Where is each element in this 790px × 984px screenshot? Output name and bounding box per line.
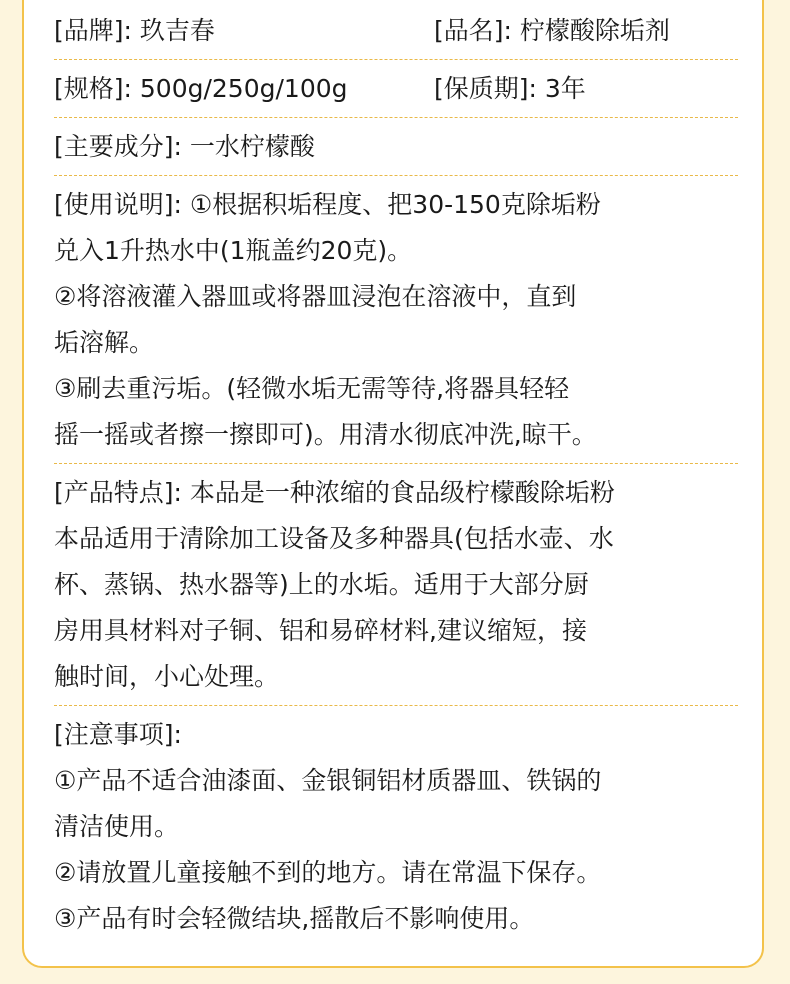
row-spec-shelf	[54, 60, 738, 118]
shelf-life-label: [保质期]:	[434, 74, 537, 103]
ingredient-label: [主要成分]:	[54, 132, 182, 161]
brand-label: [品牌]:	[54, 16, 132, 45]
features-line: 本品适用于清除加工设备及多种器具(包括水壶、水	[54, 524, 614, 553]
spec-field	[54, 66, 434, 112]
product-name-field	[434, 8, 670, 54]
product-info-card	[22, 0, 764, 968]
usage-line: 兑入1升热水中(1瓶盖约20克)。	[54, 236, 413, 265]
shelf-life-field	[434, 66, 586, 112]
notes-line: [注意事项]:	[54, 720, 182, 749]
ingredient-value: 一水柠檬酸	[189, 132, 315, 161]
shelf-life-value: 3年	[544, 74, 586, 103]
usage-line: ③刷去重污垢。(轻微水垢无需等待,将器具轻轻	[54, 374, 570, 403]
notes-line: 清洁使用。	[54, 812, 180, 841]
row-brand-name	[54, 0, 738, 60]
notes-line: ①产品不适合油漆面、金银铜铝材质器皿、铁锅的	[54, 766, 602, 795]
brand-field	[54, 8, 434, 54]
features-section	[54, 464, 738, 706]
product-name-value: 柠檬酸除垢剂	[519, 16, 670, 45]
usage-line: [使用说明]: ①根据积垢程度、把30-150克除垢粉	[54, 190, 601, 219]
usage-section	[54, 176, 738, 464]
notes-line: ③产品有时会轻微结块,摇散后不影响使用。	[54, 904, 535, 933]
spec-value: 500g/250g/100g	[139, 74, 348, 103]
notes-line: ②请放置儿童接触不到的地方。请在常温下保存。	[54, 858, 602, 887]
usage-line: 摇一摇或者擦一擦即可)。用清水彻底冲洗,晾干。	[54, 420, 597, 449]
features-line: [产品特点]: 本品是一种浓缩的食品级柠檬酸除垢粉	[54, 478, 615, 507]
notes-section	[54, 706, 738, 947]
row-ingredient	[54, 118, 738, 176]
product-name-label: [品名]:	[434, 16, 512, 45]
spec-label: [规格]:	[54, 74, 132, 103]
usage-line: ②将溶液灌入器皿或将器皿浸泡在溶液中，直到	[54, 282, 577, 311]
features-line: 房用具材料对子铜、铝和易碎材料,建议缩短，接	[54, 616, 587, 645]
features-line: 杯、蒸锅、热水器等)上的水垢。适用于大部分厨	[54, 570, 589, 599]
usage-line: 垢溶解。	[54, 328, 155, 357]
brand-value: 玖吉春	[139, 16, 215, 45]
features-line: 触时间，小心处理。	[54, 662, 280, 691]
